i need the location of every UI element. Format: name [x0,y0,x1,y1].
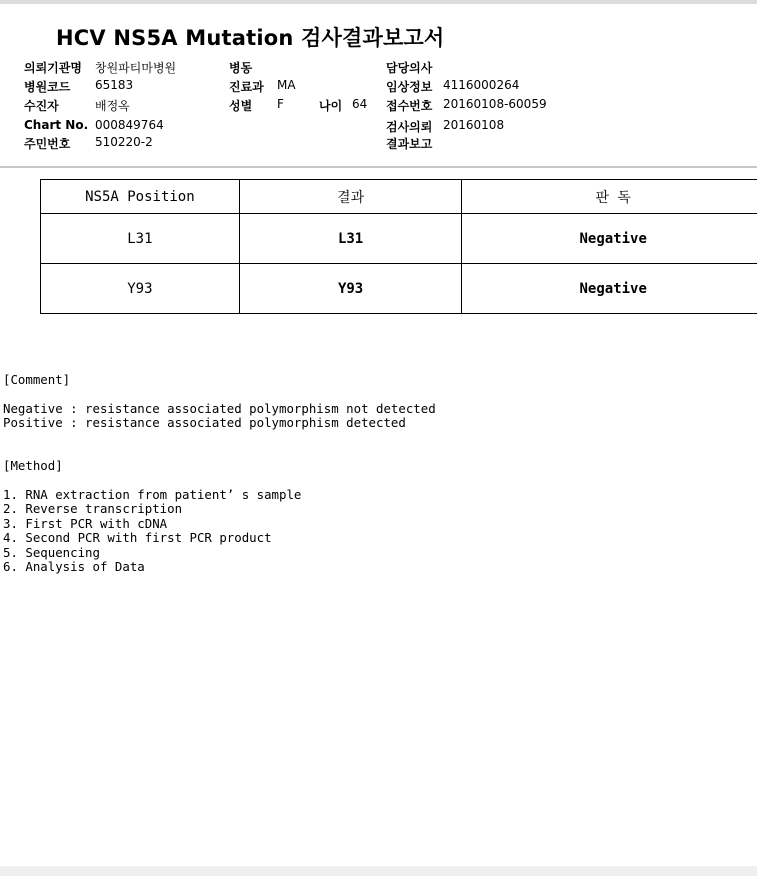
interpretation-cell: Negative [462,214,757,264]
comment-line: Negative : resistance associated polymorphism not detected [3,401,436,416]
report-header [0,4,757,168]
column-header-position: NS5A Position [41,180,240,214]
method-heading: [Method] [3,458,63,473]
clinical-info-value: 4116000264 [443,78,520,92]
hospital-code-label: 병원코드 [24,80,71,94]
ward-label: 병동 [229,61,253,75]
method-step: 6. Analysis of Data [3,559,145,574]
receipt-no-value: 20160108-60059 [443,97,547,111]
chart-no-value: 000849764 [95,118,164,132]
column-header-interpretation: 판 독 [462,180,757,214]
resident-no-label: 주민번호 [24,137,71,151]
method-step: 1. RNA extraction from patient’ s sample [3,487,302,502]
report-date-label: 결과보고 [386,137,433,151]
method-step: 4. Second PCR with first PCR product [3,530,272,545]
request-date-label: 검사의뢰 [386,120,433,134]
hospital-code-value: 65183 [95,78,134,92]
doctor-label: 담당의사 [386,61,433,75]
sex-label: 성별 [229,99,253,113]
table-row [41,264,757,314]
position-cell: L31 [41,214,240,264]
request-date-value: 20160108 [443,118,505,132]
position-cell: Y93 [41,264,240,314]
table-header-row [41,180,757,214]
table-row [41,214,757,264]
interpretation-cell: Negative [462,264,757,314]
comment-heading: [Comment] [3,372,71,387]
age-value: 64 [352,97,368,111]
method-step: 2. Reverse transcription [3,501,183,516]
column-header-result: 결과 [239,180,462,214]
report-title: HCV NS5A Mutation 검사결과보고서 [56,26,445,50]
institution-label: 의뢰기관명 [24,61,82,75]
result-cell: L31 [239,214,462,264]
sex-value: F [277,97,284,111]
age-label: 나이 [319,99,343,113]
receipt-no-label: 접수번호 [386,99,433,113]
resident-no-value: 510220-2 [95,135,153,149]
chart-no-label: Chart No. [24,118,89,132]
institution-value: 창원파티마병원 [95,61,177,75]
results-table [40,179,757,314]
clinical-info-label: 임상정보 [386,80,433,94]
bottom-border [0,866,757,876]
comment-line: Positive : resistance associated polymorphism detected [3,415,406,430]
result-cell: Y93 [239,264,462,314]
department-value: MA [277,78,296,92]
recipient-value: 배정옥 [95,99,130,113]
method-step: 5. Sequencing [3,545,100,560]
method-step: 3. First PCR with cDNA [3,516,168,531]
recipient-label: 수진자 [24,99,59,113]
department-label: 진료과 [229,80,264,94]
